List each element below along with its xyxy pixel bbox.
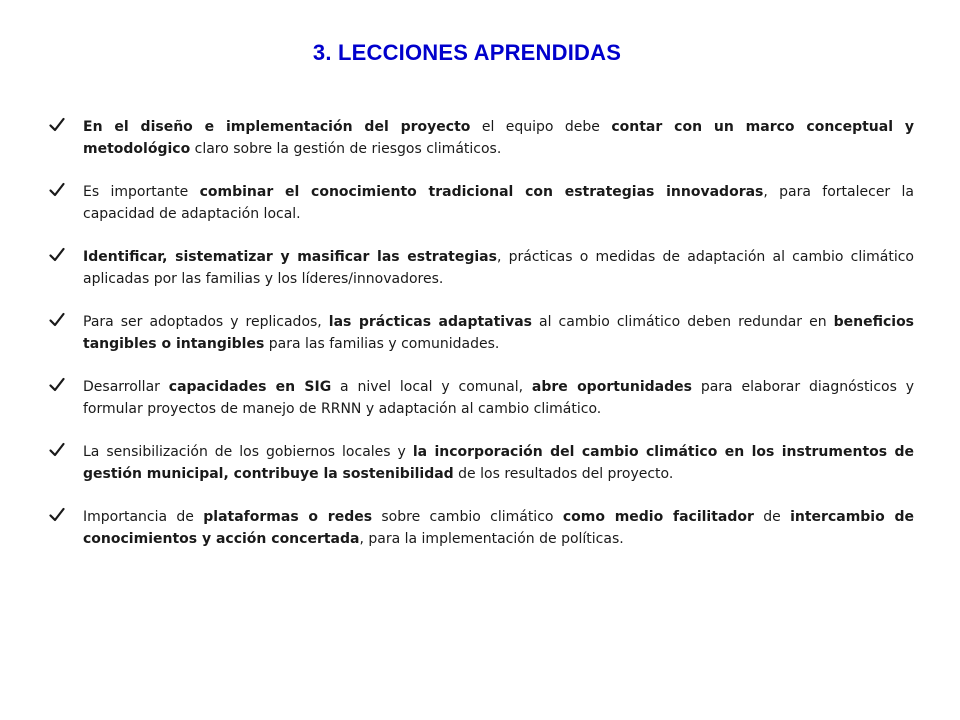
lesson-text-emphasis: Identificar, sistematizar y masificar las estrategias — [83, 249, 497, 265]
lesson-text-emphasis: contar con un marco conceptual y metodológico — [83, 119, 914, 157]
lesson-text-emphasis: las prácticas adaptativas — [328, 314, 533, 330]
lesson-item — [48, 311, 914, 355]
lesson-text: Es importante — [83, 184, 200, 200]
lesson-text: el equipo debe — [470, 119, 612, 135]
checkmark-icon — [48, 376, 66, 394]
lesson-text-emphasis: abre oportunidades — [531, 379, 692, 395]
page-title: 3. LECCIONES APRENDIDAS — [312, 40, 622, 65]
lesson-text: de los resultados del proyecto. — [453, 466, 674, 482]
lesson-text: para las familias y comunidades. — [264, 336, 500, 352]
lesson-text: Desarrollar — [83, 379, 169, 395]
lesson-text: , prácticas o medidas de adaptación al cambio climático aplicadas por las familias y los líderes/innovadores. — [83, 249, 914, 287]
lesson-text-emphasis: intercambio de conocimientos y acción concertada — [83, 509, 915, 547]
lesson-text-emphasis: capacidades en SIG — [168, 379, 332, 395]
lesson-text: sobre cambio climático — [372, 509, 563, 525]
lesson-item — [48, 506, 914, 550]
lesson-text-emphasis: En el diseño e implementación del proyecto — [83, 119, 471, 135]
lesson-text: , para fortalecer la capacidad de adaptación local. — [83, 184, 914, 222]
lesson-item — [48, 181, 914, 225]
lesson-text: claro sobre la gestión de riesgos climáticos. — [190, 141, 502, 157]
lesson-text: de — [753, 509, 791, 525]
checkmark-icon — [48, 246, 66, 264]
lesson-item — [48, 376, 914, 420]
lesson-text-emphasis: como medio facilitador — [562, 509, 754, 525]
lesson-text: al cambio climático deben redundar en — [532, 314, 834, 330]
lesson-text-emphasis: plataformas o redes — [203, 509, 373, 525]
lesson-text: para elaborar diagnósticos y formular proyectos de manejo de RRNN y adaptación al cambio climático. — [83, 379, 915, 417]
lesson-text-emphasis: combinar el conocimiento tradicional con estrategias innovadoras — [199, 184, 764, 200]
lesson-text: , para la implementación de políticas. — [359, 531, 624, 547]
lesson-text: La sensibilización de los gobiernos locales y — [83, 444, 413, 460]
checkmark-icon — [48, 311, 66, 329]
lesson-text: Para ser adoptados y replicados, — [83, 314, 329, 330]
lesson-text: Importancia de — [83, 509, 204, 525]
lesson-item — [48, 246, 914, 290]
checkmark-icon — [48, 441, 66, 459]
checkmark-icon — [48, 506, 66, 524]
lessons-list — [48, 116, 914, 571]
lesson-text-emphasis: beneficios tangibles o intangibles — [83, 314, 915, 352]
lesson-item — [48, 116, 914, 160]
lesson-item — [48, 441, 914, 485]
lesson-text-emphasis: la incorporación del cambio climático en los instrumentos de gestión municipal, contribuye la sostenibilidad — [83, 444, 914, 482]
checkmark-icon — [48, 116, 66, 134]
lesson-text: a nivel local y comunal, — [331, 379, 532, 395]
checkmark-icon — [48, 181, 66, 199]
